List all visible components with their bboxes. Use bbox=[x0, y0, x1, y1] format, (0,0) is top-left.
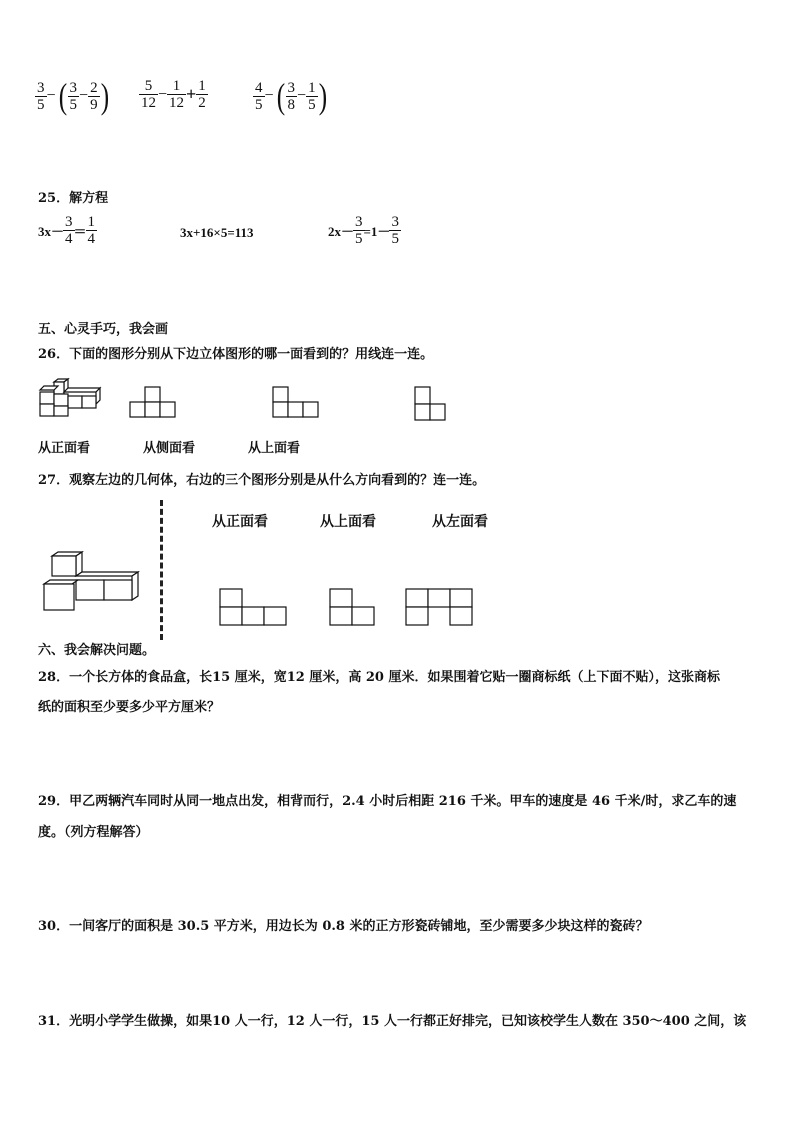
operator: − bbox=[79, 87, 89, 104]
left-paren: ( bbox=[276, 76, 285, 116]
eq-part: 3x－ bbox=[38, 224, 65, 239]
operator: + bbox=[186, 84, 197, 104]
q26-view-b bbox=[272, 386, 320, 418]
fraction: $\frac{1}{5}$ bbox=[308, 79, 316, 113]
section-6-heading: 六、我会解决问题。 bbox=[38, 643, 156, 658]
eq-part: =1－ bbox=[363, 224, 391, 239]
q26-view-label-front: 从正面看 bbox=[38, 441, 91, 456]
fraction: $\frac{3}{8}$ bbox=[287, 79, 296, 113]
q26-solid-figure bbox=[38, 378, 100, 420]
q27-solid-figure bbox=[42, 552, 142, 614]
expression-3 bbox=[254, 78, 329, 114]
fraction: $\frac{3}{5}$ bbox=[391, 214, 399, 247]
fraction: $\frac{3}{5}$ bbox=[69, 79, 78, 113]
right-paren: ) bbox=[100, 76, 109, 116]
q25-equation-1 bbox=[38, 214, 96, 247]
section-5-heading: 五、心灵手巧，我会画 bbox=[38, 322, 169, 337]
fraction: $\frac{5}{12}$ bbox=[141, 78, 156, 111]
expression-2 bbox=[140, 78, 207, 111]
q28-line1: 28．一个长方体的食品盒，长15 厘米，宽12 厘米，高 20 厘米．如果围着它贴一圈商标纸（上下面不贴），这张商标 bbox=[38, 670, 720, 685]
operator: − bbox=[158, 85, 168, 103]
eq-part: 2x－ bbox=[328, 224, 355, 239]
q26-view-label-top: 从上面看 bbox=[248, 441, 301, 456]
q29-line1: 29．甲乙两辆汽车同时从同一地点出发，相背而行，2.4 小时后相距 216 千米。甲车的速度是 46 千米/时，求乙车的速 bbox=[38, 794, 737, 809]
fraction: $\frac{3}{5}$ bbox=[355, 214, 363, 247]
q29-line2: 度。（列方程解答） bbox=[38, 825, 149, 840]
q27-header-front: 从正面看 bbox=[212, 514, 268, 530]
expression-1 bbox=[36, 78, 111, 114]
operator: − bbox=[46, 87, 56, 104]
q28-line2: 纸的面积至少要多少平方厘米？ bbox=[38, 700, 221, 715]
q27-header-left: 从左面看 bbox=[432, 514, 488, 530]
q27-view-b bbox=[329, 588, 377, 626]
fraction: $\frac{1}{12}$ bbox=[169, 78, 185, 111]
fraction: $\frac{3}{4}$ bbox=[65, 214, 73, 247]
fraction: $\frac{1}{2}$ bbox=[198, 78, 206, 111]
fraction: $\frac{1}{4}$ bbox=[87, 214, 96, 247]
left-paren: ( bbox=[58, 76, 67, 116]
q25-equation-2: 3x+16×5=113 bbox=[180, 225, 254, 240]
divider-dashed-line bbox=[160, 500, 163, 640]
q27-view-a bbox=[219, 588, 289, 626]
q26-view-c bbox=[414, 386, 448, 422]
operator: − bbox=[297, 87, 307, 104]
q30-line1: 30．一间客厅的面积是 30.5 平方米，用边长为 0.8 米的正方形瓷砖铺地，至少需要多少块这样的瓷砖？ bbox=[38, 919, 649, 934]
q25-equation-3 bbox=[328, 214, 400, 247]
q26-text: 26．下面的图形分别从下边立体图形的哪一面看到的？用线连一连。 bbox=[38, 347, 434, 362]
q25-label: 25．解方程 bbox=[38, 191, 109, 206]
fraction: $\frac{4}{5}$ bbox=[255, 79, 263, 113]
q31-line1: 31．光明小学学生做操，如果10 人一行，12 人一行，15 人一行都正好排完，已知该校学生人数在 350～400 之间，该 bbox=[38, 1014, 747, 1029]
q27-text: 27．观察左边的几何体，右边的三个图形分别是从什么方向看到的？连一连。 bbox=[38, 473, 486, 488]
eq-part: ＝ bbox=[73, 224, 87, 239]
right-paren: ) bbox=[318, 76, 327, 116]
operator: − bbox=[264, 87, 274, 104]
fraction: $\frac{3}{5}$ bbox=[37, 79, 45, 113]
q27-header-top: 从上面看 bbox=[320, 514, 376, 530]
q26-view-label-side: 从侧面看 bbox=[143, 441, 196, 456]
fraction: $\frac{2}{9}$ bbox=[90, 79, 98, 113]
q26-view-a bbox=[130, 386, 178, 418]
q27-view-c bbox=[405, 588, 475, 626]
